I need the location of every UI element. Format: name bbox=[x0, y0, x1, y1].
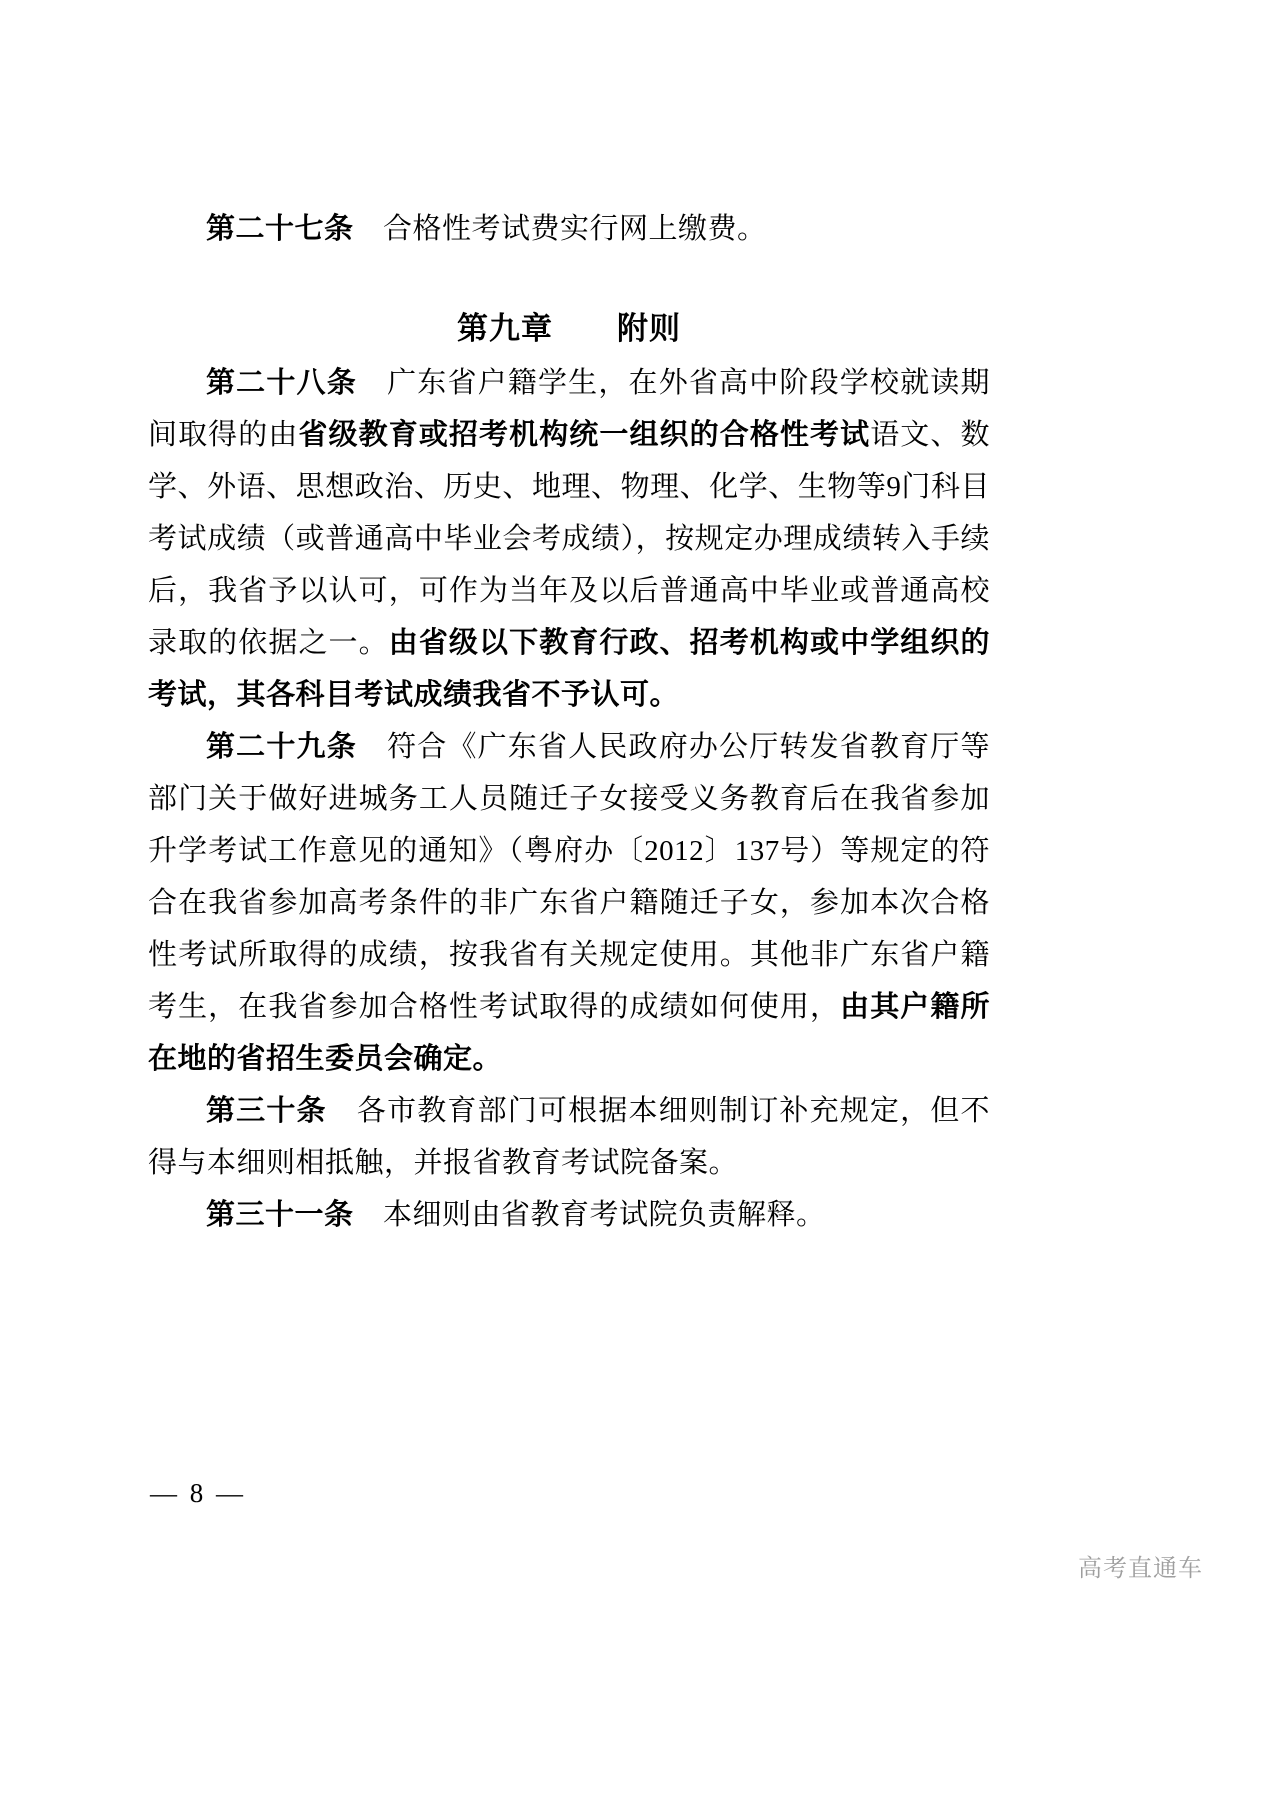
chapter-9-heading: 第九章 附则 bbox=[457, 311, 681, 346]
article-30-text: 各市教育部门可根据本细则制订补充规定，但不得与本细则相抵触，并报省教育考试院备案。 bbox=[148, 1095, 990, 1179]
article-27-paragraph bbox=[148, 203, 990, 255]
article-27-number: 第二十七条 bbox=[206, 213, 354, 245]
article-29-bold-1: 由其户籍所在地的省招生委员会确定。 bbox=[148, 991, 990, 1075]
article-28-bold-1: 省级教育或招考机构统一组织的合格性考试 bbox=[298, 419, 871, 451]
document-content bbox=[148, 203, 990, 1241]
article-31-paragraph bbox=[148, 1189, 990, 1241]
article-29-paragraph bbox=[148, 721, 990, 1085]
article-28-number: 第二十八条 bbox=[206, 367, 357, 399]
article-27-text: 合格性考试费实行网上缴费。 bbox=[353, 213, 767, 245]
article-28-paragraph bbox=[148, 357, 990, 721]
article-28-text-1: 广东省户籍学生，在外省高中阶段学校就读期间取得的由 bbox=[148, 367, 990, 451]
article-29-number: 第二十九条 bbox=[206, 731, 357, 763]
article-29-text-1: 符合《广东省人民政府办公厅转发省教育厅等部门关于做好进城务工人员随迁子女接受义务教育后在我省参加升学考试工作意见的通知》（粤府办〔2012〕137号）等规定的符合在我省参加高考条件的非广东省户籍随迁子女，参加本次合格性考试所取得的成绩，按我省有关规定使用。其他非广东省户籍考生，在我省参加合格性考试取得的成绩如何使用， bbox=[148, 731, 990, 1023]
page-number: — 8 — bbox=[150, 1478, 246, 1508]
article-28-bold-2: 由省级以下教育行政、招考机构或中学组织的考试，其各科目考试成绩我省不予认可。 bbox=[148, 627, 990, 711]
article-31-number: 第三十一条 bbox=[206, 1199, 354, 1231]
article-30-number: 第三十条 bbox=[206, 1095, 327, 1127]
article-31-text: 本细则由省教育考试院负责解释。 bbox=[353, 1199, 826, 1231]
article-30-paragraph bbox=[148, 1085, 990, 1189]
article-28-text-2: 语文、数学、外语、思想政治、历史、地理、物理、化学、生物等9门科目考试成绩（或普通高中毕业会考成绩），按规定办理成绩转入手续后，我省予以认可，可作为当年及以后普通高中毕业或普通高校录取的依据之一。 bbox=[148, 419, 990, 659]
watermark: 高考直通车 bbox=[1078, 1555, 1203, 1582]
